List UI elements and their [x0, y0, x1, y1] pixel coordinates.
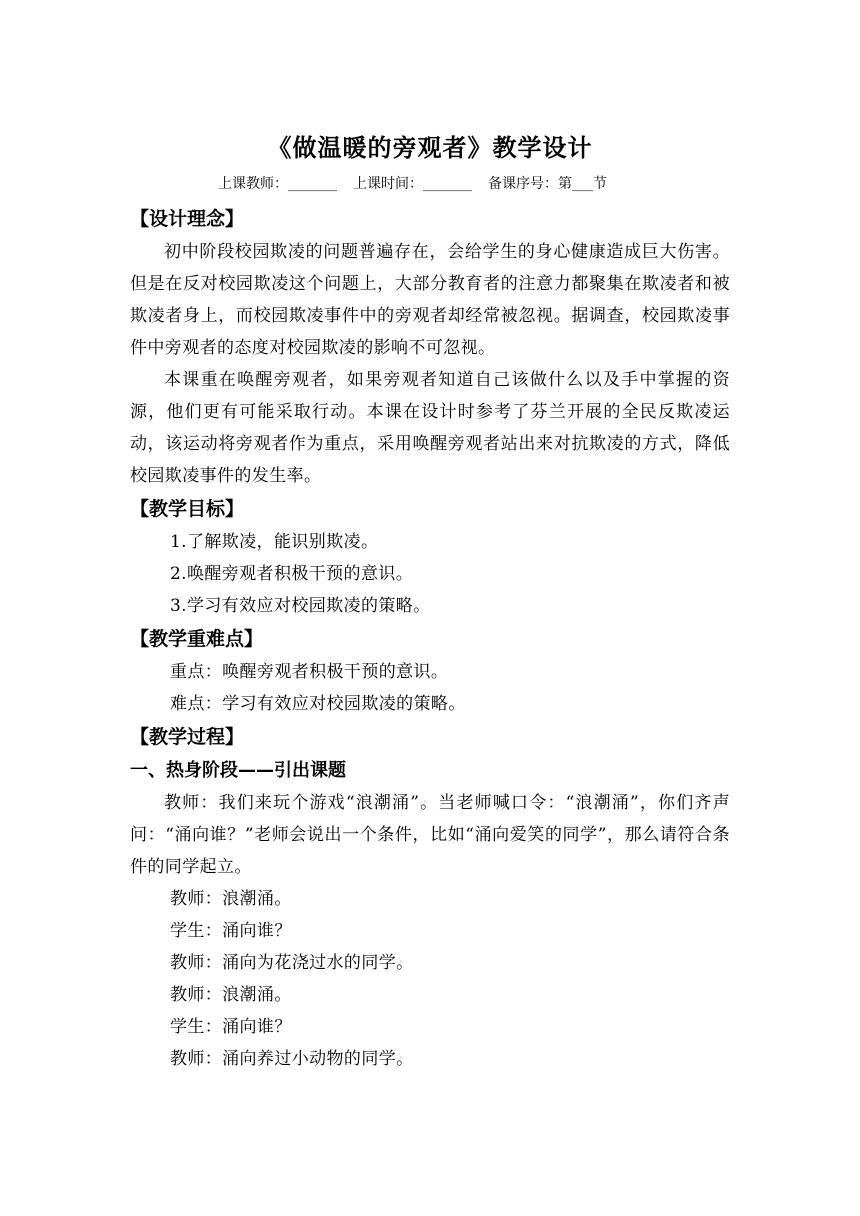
dialogue-line: 教师：涌向养过小动物的同学。 — [169, 1049, 414, 1069]
heading-design-concept: 【设计理念】 — [130, 208, 245, 230]
paragraph: 本课重在唤醒旁观者，如果旁观者知道自己该做什么以及手中掌握的资源，他们更有可能采取行动。本课在设计时参考了芬兰开展的全民反欺凌运动，该运动将旁观者作为重点，采用唤醒旁观者站出来对抗欺凌的方式，降低校园欺凌事件的发生率。 — [130, 370, 730, 486]
heading-teaching-process: 【教学过程】 — [130, 726, 245, 748]
dialogue-line: 学生：涌向谁？ — [169, 921, 292, 941]
dialogue-line: 教师：涌向为花浇过水的同学。 — [169, 953, 414, 973]
stage-title: 一、热身阶段——引出课题 — [130, 760, 346, 781]
goal-item: 2.唤醒旁观者积极干预的意识。 — [169, 564, 414, 584]
goal-item: 1.了解欺凌，能识别欺凌。 — [169, 532, 379, 552]
paragraph: 教师：我们来玩个游戏“浪潮涌”。当老师喊口令：“浪潮涌”，你们齐声问：“涌向谁？”老师会说出一个条件，比如“涌向爱笑的同学”，那么请符合条件的同学起立。 — [130, 793, 730, 877]
meta-teacher: 上课教师：_______ — [218, 176, 337, 192]
key-point-item: 难点：学习有效应对校园欺凌的策略。 — [169, 694, 466, 714]
dialogue-line: 教师：浪潮涌。 — [169, 985, 292, 1005]
heading-teaching-goals: 【教学目标】 — [130, 498, 245, 520]
meta-time: 上课时间：_______ — [353, 176, 472, 192]
goal-item: 3.学习有效应对校园欺凌的策略。 — [169, 596, 431, 616]
paragraph: 初中阶段校园欺凌的问题普遍存在，会给学生的身心健康造成巨大伤害。但是在反对校园欺凌这个问题上，大部分教育者的注意力都聚集在欺凌者和被欺凌者身上，而校园欺凌事件中的旁观者却经常被忽视。据调查，校园欺凌事件中旁观者的态度对校园欺凌的影响不可忽视。 — [130, 242, 730, 358]
document-title: 《做温暖的旁观者》教学设计 — [267, 134, 593, 162]
document-body — [130, 202, 730, 1075]
dialogue-line: 教师：浪潮涌。 — [169, 889, 292, 909]
heading-key-points: 【教学重难点】 — [130, 628, 264, 650]
dialogue-line: 学生：涌向谁？ — [169, 1017, 292, 1037]
lesson-meta — [218, 173, 607, 195]
key-point-item: 重点：唤醒旁观者积极干预的意识。 — [169, 662, 449, 682]
meta-lesson-number: 备课序号：第___节 — [488, 176, 607, 192]
